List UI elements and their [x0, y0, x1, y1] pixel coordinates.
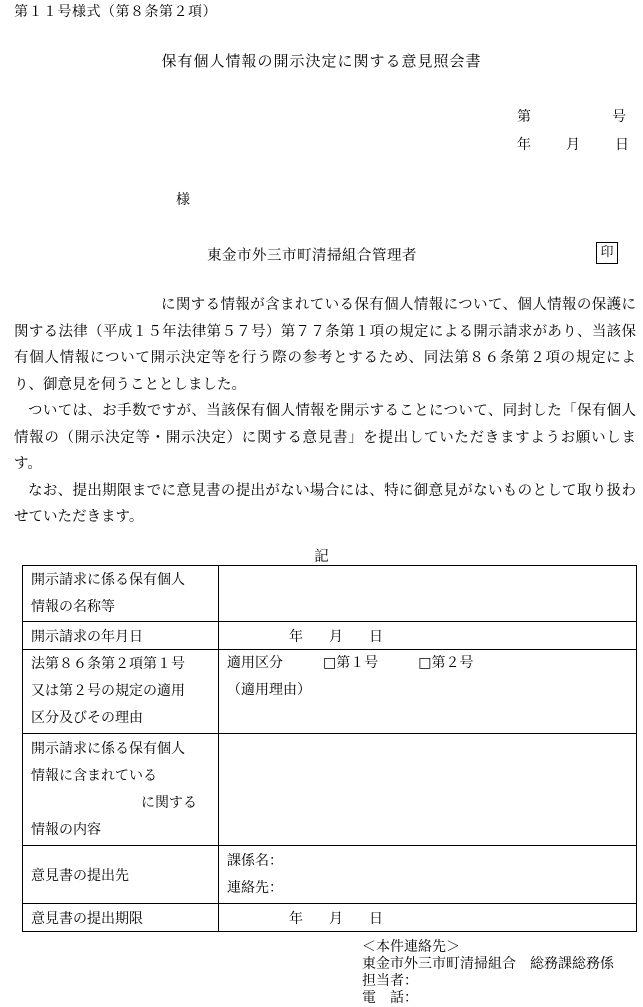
body-paragraph-1: に関する情報が含まれている保有個人情報について、個人情報の保護に関する法律（平成１５年法律第５７号）第７７条第１項の規定による開示請求があり、当該保有個人情報について開示決定等を行う際の参考とするため、同法第８６条第２項の規定により、御意見を伺うこととしました。 [14, 297, 636, 393]
body-paragraph-3: なお、提出期限までに意見書の提出がない場合には、特に御意見がないものとして取り扱わせていただきます。 [14, 482, 636, 525]
issue-date [517, 134, 629, 154]
option-1-checkbox: □第１号 [323, 655, 379, 671]
table-row [23, 622, 637, 650]
issue-date-year: 年 [517, 137, 531, 153]
issue-date-month: 月 [566, 137, 580, 153]
seal-mark: 印 [596, 242, 618, 264]
contact-person: 担当者： [362, 973, 418, 989]
row6-month: 月 [329, 910, 343, 927]
row4-value [219, 734, 637, 846]
table-row [23, 650, 637, 734]
table-row [23, 904, 637, 932]
apply-category-label: 適用区分 [227, 655, 283, 671]
row2-year: 年 [289, 628, 303, 645]
document-title: 保有個人情報の開示決定に関する意見照会書 [161, 52, 482, 70]
row3-label-line-2: 又は第２号の規定の適用 [31, 683, 185, 699]
addressee-honorific: 様 [176, 192, 190, 208]
row4-label-line-1: 開示請求に係る保有個人 [31, 740, 185, 757]
option-2-checkbox: □第２号 [418, 655, 474, 671]
row2-day: 日 [369, 628, 383, 645]
contact-heading: ＜本件連絡先＞ [362, 939, 460, 955]
row4-label [23, 734, 219, 846]
row1-label-line-2: 情報の名称等 [31, 598, 115, 615]
row2-month: 月 [329, 628, 343, 645]
body-paragraph-2: ついては、お手数ですが、当該保有個人情報を開示することについて、同封した「保有個人情報の（開示決定等・開示決定）に関する意見書」を提出していただきますようお願いします。 [14, 403, 636, 472]
contact-block [362, 939, 614, 1007]
sender-name: 東金市外三市町清掃組合管理者 [207, 248, 417, 264]
table-row [23, 566, 637, 622]
row4-label-line-4: 情報の内容 [31, 821, 101, 838]
row6-year: 年 [289, 910, 303, 927]
document-number-label: 第 [517, 109, 531, 125]
contact-organization: 東金市外三市町清掃組合 総務課総務係 [362, 956, 614, 972]
row4-label-line-2: 情報に含まれている [31, 767, 157, 784]
row6-day: 日 [369, 910, 383, 927]
table-row [23, 846, 637, 904]
row4-label-line-3: に関する [141, 794, 197, 811]
details-table [22, 565, 637, 932]
row1-value [219, 566, 637, 622]
row3-label-line-3: 区分及びその理由 [31, 710, 143, 726]
issue-date-day: 日 [615, 137, 629, 153]
row2-value [219, 622, 637, 650]
row5-value [219, 846, 637, 904]
document-number-suffix: 号 [612, 109, 626, 125]
row3-label [23, 650, 219, 734]
ki-heading: 記 [314, 549, 329, 565]
contact-number-label: 連絡先： [227, 879, 283, 896]
table-row [23, 734, 637, 846]
row6-value [219, 904, 637, 932]
row1-label [23, 566, 219, 622]
row5-label: 意見書の提出先 [23, 846, 219, 904]
apply-reason-label: （適用理由） [227, 682, 311, 698]
row3-label-line-1: 法第８６条第２項第１号 [31, 656, 185, 672]
row1-label-line-1: 開示請求に係る保有個人 [31, 571, 185, 588]
contact-phone: 電 話： [362, 990, 418, 1006]
form-number: 第１１号様式（第８条第２項） [14, 4, 217, 20]
row6-label: 意見書の提出期限 [23, 904, 219, 932]
section-name-label: 課係名： [227, 852, 283, 869]
row3-value [219, 650, 637, 734]
row2-label: 開示請求の年月日 [23, 622, 219, 650]
body-text [14, 292, 636, 531]
